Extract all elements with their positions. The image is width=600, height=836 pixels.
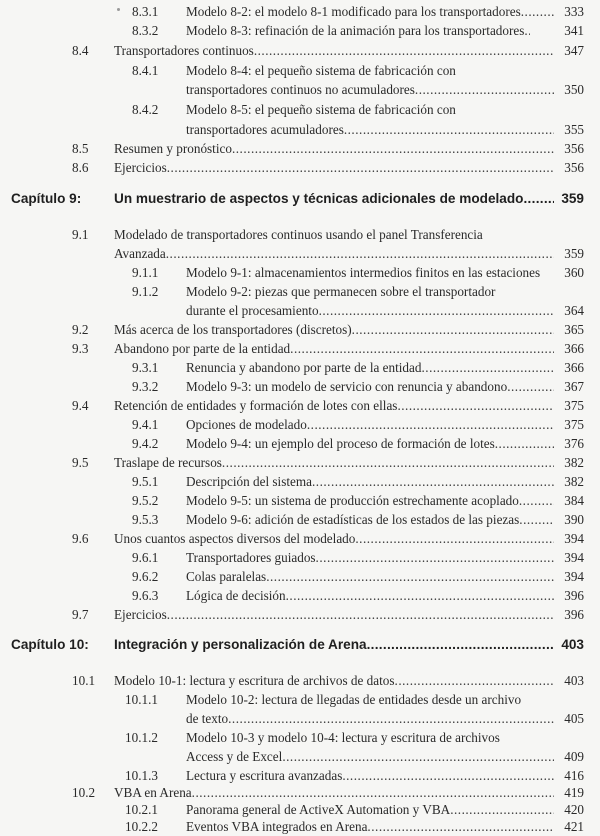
entry-page: 394 <box>564 531 584 546</box>
entry-number: 9.1.2 <box>132 284 159 299</box>
entry-title: Modelado de transportadores continuos usando el panel Transferencia <box>114 227 483 242</box>
entry-number: 9.1.1 <box>132 265 159 280</box>
entry-title: Access y de Excel ..... <box>186 748 554 766</box>
entry-number: 10.2.1 <box>125 802 158 817</box>
entry-title: Descripción del sistema ..... <box>186 473 554 491</box>
entry-page: 356 <box>564 160 584 175</box>
toc-entry <box>0 473 600 491</box>
entry-number: 9.3 <box>72 341 89 356</box>
toc-entry <box>0 511 600 529</box>
entry-page: 367 <box>564 379 584 394</box>
chapter-heading <box>0 635 600 655</box>
toc-entry <box>0 729 600 747</box>
entry-number: 9.3.2 <box>132 379 159 394</box>
entry-number: 9.5.3 <box>132 512 159 527</box>
entry-title: transportadores continuos no acumuladores ..... <box>186 81 554 99</box>
entry-page: 350 <box>564 82 584 97</box>
entry-number: 9.5.2 <box>132 493 159 508</box>
entry-number: 10.2 <box>72 785 96 800</box>
entry-page: 364 <box>564 303 584 318</box>
entry-number: 9.4.1 <box>132 417 159 432</box>
entry-page: 355 <box>564 122 584 137</box>
chapter-page: 359 <box>561 191 584 206</box>
entry-title: Modelo 9-2: piezas que permanecen sobre el transportador <box>186 284 496 299</box>
entry-title: Modelo 9-5: un sistema de producción estrechamente acoplado ..... <box>186 492 554 510</box>
toc-entry <box>0 226 600 244</box>
toc-entry <box>0 62 600 80</box>
entry-number: 8.3.1 <box>132 4 159 19</box>
entry-page: 419 <box>564 785 584 800</box>
entry-number: 9.6.2 <box>132 569 159 584</box>
toc-entry-continued <box>0 710 600 728</box>
toc-entry <box>0 767 600 785</box>
toc-entry <box>0 340 600 358</box>
chapter-title: Integración y personalización de Arena ..... <box>114 635 554 655</box>
chapter-title: Un muestrario de aspectos y técnicas adicionales de modelado ..... <box>114 189 554 209</box>
entry-title: Modelo 9-3: un modelo de servicio con renuncia y abandono ..... <box>186 378 554 396</box>
entry-number: 9.5.1 <box>132 474 159 489</box>
toc-entry-continued <box>0 302 600 320</box>
entry-page: 341 <box>564 23 584 38</box>
entry-title: Modelo 8-5: el pequeño sistema de fabricación con <box>186 102 456 117</box>
entry-number: 8.5 <box>72 141 89 156</box>
toc-entry <box>0 606 600 624</box>
entry-number: 8.4.1 <box>132 63 159 78</box>
entry-number: 9.1 <box>72 227 89 242</box>
entry-number: 9.7 <box>72 607 89 622</box>
entry-page: 366 <box>564 341 584 356</box>
entry-number: 9.5 <box>72 455 89 470</box>
entry-title: Transportadores guiados ..... <box>186 549 554 567</box>
toc-entry <box>0 530 600 548</box>
entry-number: 9.4.2 <box>132 436 159 451</box>
entry-title: Abandono por parte de la entidad ..... <box>114 340 554 358</box>
entry-title: Avanzada ..... <box>114 245 554 263</box>
entry-title: Unos cuantos aspectos diversos del modelado ..... <box>114 530 554 548</box>
entry-title: Modelo 9-6: adición de estadísticas de los estados de las piezas ..... <box>186 511 554 529</box>
entry-page: 359 <box>564 246 584 261</box>
entry-number: 8.6 <box>72 160 89 175</box>
entry-title: Colas paralelas ..... <box>186 568 554 586</box>
toc-entry <box>0 801 600 819</box>
entry-title: Eventos VBA integrados en Arena ..... <box>186 818 554 836</box>
toc-entry <box>0 378 600 396</box>
toc-entry <box>0 549 600 567</box>
entry-title: durante el procesamiento ..... <box>186 302 554 320</box>
entry-page: 366 <box>564 360 584 375</box>
entry-page: 356 <box>564 141 584 156</box>
entry-title: Resumen y pronóstico ..... <box>114 140 554 158</box>
entry-page: 394 <box>564 550 584 565</box>
entry-number: 9.6.1 <box>132 550 159 565</box>
entry-page: 384 <box>564 493 584 508</box>
chapter-heading <box>0 189 600 209</box>
entry-title: Lectura y escritura avanzadas ..... <box>186 767 554 785</box>
entry-page: 416 <box>564 768 584 783</box>
toc-entry <box>0 264 600 282</box>
entry-page: 376 <box>564 436 584 451</box>
entry-title: Panorama general de ActiveX Automation y VBA ..... <box>186 801 554 819</box>
toc-entry <box>0 42 600 60</box>
entry-number: 10.1.1 <box>125 692 158 707</box>
toc-entry <box>0 283 600 301</box>
entry-number: 9.2 <box>72 322 89 337</box>
entry-title: Modelo 10-2: lectura de llegadas de entidades desde un archivo <box>186 692 522 707</box>
toc-entry-continued <box>0 121 600 139</box>
entry-title: Modelo 10-3 y modelo 10-4: lectura y escritura de archivos <box>186 730 500 745</box>
entry-title: Traslape de recursos ..... <box>114 454 554 472</box>
entry-number: 9.6 <box>72 531 89 546</box>
entry-title: Modelo 9-1: almacenamientos intermedios finitos en las estaciones <box>186 265 541 280</box>
entry-page: 421 <box>564 819 584 834</box>
toc-entry <box>0 159 600 177</box>
toc-entry <box>0 818 600 836</box>
toc-entry <box>0 492 600 510</box>
entry-page: 396 <box>564 607 584 622</box>
toc-entry <box>0 435 600 453</box>
entry-page: 365 <box>564 322 584 337</box>
toc-entry <box>0 672 600 690</box>
entry-number: 10.1.3 <box>125 768 158 783</box>
entry-page: 420 <box>564 802 584 817</box>
entry-title: transportadores acumuladores ..... <box>186 121 554 139</box>
toc-entry <box>0 691 600 709</box>
entry-number: 9.6.3 <box>132 588 159 603</box>
entry-number: 10.1 <box>72 673 96 688</box>
toc-entry <box>0 587 600 605</box>
toc-entry-continued <box>0 81 600 99</box>
entry-title: Lógica de decisión ..... <box>186 587 554 605</box>
entry-title: Modelo 10-1: lectura y escritura de archivos de datos ..... <box>114 672 554 690</box>
entry-number: 10.1.2 <box>125 730 158 745</box>
toc-entry <box>0 454 600 472</box>
entry-page: 394 <box>564 569 584 584</box>
toc-entry <box>0 359 600 377</box>
toc-entry <box>0 416 600 434</box>
entry-page: 382 <box>564 474 584 489</box>
toc-entry <box>0 321 600 339</box>
entry-title: Ejercicios ..... <box>114 606 554 624</box>
entry-number: 10.2.2 <box>125 819 158 834</box>
toc-entry-continued <box>0 245 600 263</box>
entry-page: 405 <box>564 711 584 726</box>
toc-entry <box>0 22 600 40</box>
entry-title: Transportadores continuos ..... <box>114 42 554 60</box>
entry-page: 396 <box>564 588 584 603</box>
entry-title: Más acerca de los transportadores (discretos) ..... <box>114 321 554 339</box>
entry-title: Modelo 8-4: el pequeño sistema de fabricación con <box>186 63 456 78</box>
entry-number: 8.4.2 <box>132 102 159 117</box>
toc-entry-continued <box>0 748 600 766</box>
entry-page: 360 <box>564 265 584 280</box>
entry-page: 375 <box>564 398 584 413</box>
entry-page: 333 <box>564 4 584 19</box>
toc-entry <box>0 140 600 158</box>
entry-number: 9.4 <box>72 398 89 413</box>
entry-page: 375 <box>564 417 584 432</box>
chapter-label: Capítulo 10: <box>11 637 89 652</box>
entry-page: 382 <box>564 455 584 470</box>
entry-title: Modelo 8-2: el modelo 8-1 modificado para los transportadores ..... <box>186 3 554 21</box>
entry-page: 409 <box>564 749 584 764</box>
entry-title: Ejercicios ..... <box>114 159 554 177</box>
entry-title: de texto ..... <box>186 710 554 728</box>
chapter-page: 403 <box>561 637 584 652</box>
entry-number: 9.3.1 <box>132 360 159 375</box>
entry-page: 347 <box>564 43 584 58</box>
entry-page: 390 <box>564 512 584 527</box>
toc-entry <box>0 397 600 415</box>
toc-entry <box>0 568 600 586</box>
chapter-label: Capítulo 9: <box>11 191 82 206</box>
toc-entry <box>0 101 600 119</box>
toc-entry <box>0 784 600 802</box>
entry-number: 8.4 <box>72 43 89 58</box>
entry-title: VBA en Arena ..... <box>114 784 554 802</box>
entry-page: 403 <box>564 673 584 688</box>
toc-entry <box>0 3 600 21</box>
entry-title: Renuncia y abandono por parte de la entidad ..... <box>186 359 554 377</box>
entry-title: Opciones de modelado ..... <box>186 416 554 434</box>
entry-title: Retención de entidades y formación de lotes con ellas ..... <box>114 397 554 415</box>
entry-number: 8.3.2 <box>132 23 159 38</box>
entry-title: Modelo 9-4: un ejemplo del proceso de formación de lotes ..... <box>186 435 554 453</box>
entry-title: Modelo 8-3: refinación de la animación para los transportadores ..... <box>186 22 554 40</box>
